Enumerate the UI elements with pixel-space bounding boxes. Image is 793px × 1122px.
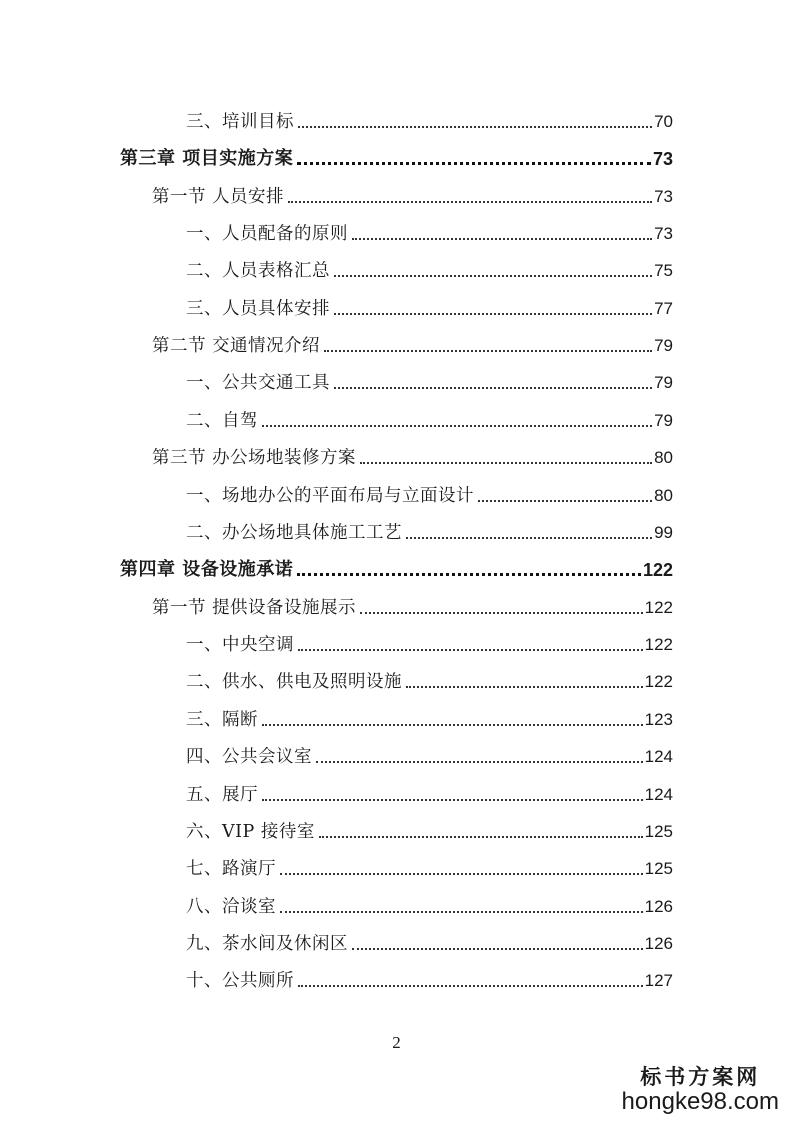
toc-entry-page: 77 bbox=[654, 299, 673, 318]
toc-entry-label: 一、场地办公的平面布局与立面设计 bbox=[186, 486, 474, 506]
toc-chapter-entry[interactable] bbox=[120, 551, 673, 581]
toc-section-entry[interactable] bbox=[152, 178, 673, 208]
toc-entry[interactable] bbox=[186, 402, 673, 432]
toc-leader-dots bbox=[297, 573, 641, 576]
toc-entry-label: 第四章 设备设施承诺 bbox=[120, 559, 294, 580]
toc-entry-page: 70 bbox=[654, 112, 673, 131]
toc-leader-dots bbox=[298, 985, 643, 987]
toc-entry-label: 七、路演厅 bbox=[186, 859, 276, 879]
toc-entry[interactable] bbox=[186, 962, 673, 992]
toc-entry-label: 二、自驾 bbox=[186, 411, 258, 431]
toc-entry-page: 122 bbox=[644, 598, 673, 617]
toc-entry-label: 三、隔断 bbox=[186, 710, 258, 730]
toc-entry-label: 八、洽谈室 bbox=[186, 897, 276, 917]
toc-entry[interactable] bbox=[186, 252, 673, 282]
toc-entry-page: 126 bbox=[644, 897, 673, 916]
toc-entry-label: 二、供水、供电及照明设施 bbox=[186, 672, 402, 692]
toc-entry[interactable] bbox=[186, 215, 673, 245]
toc-entry-label: 第一节 提供设备设施展示 bbox=[152, 598, 357, 618]
toc-leader-dots bbox=[319, 836, 643, 838]
toc-entry[interactable] bbox=[186, 925, 673, 955]
toc-leader-dots bbox=[352, 948, 643, 950]
toc-entry-page: 122 bbox=[644, 672, 673, 691]
toc-entry-page: 99 bbox=[654, 523, 673, 542]
toc-entry-page: 73 bbox=[654, 187, 673, 206]
toc-leader-dots bbox=[298, 649, 643, 651]
toc-entry-label: 四、公共会议室 bbox=[186, 747, 312, 767]
toc-entry-page: 122 bbox=[644, 635, 673, 654]
toc-leader-dots bbox=[262, 724, 643, 726]
toc-entry-label: 第一节 人员安排 bbox=[152, 187, 285, 207]
toc-leader-dots bbox=[360, 462, 652, 464]
toc-entry[interactable] bbox=[186, 701, 673, 731]
toc-entry-page: 79 bbox=[654, 411, 673, 430]
toc-leader-dots bbox=[360, 612, 643, 614]
toc-entry-page: 73 bbox=[652, 149, 673, 169]
toc-entry-label: 六、VIP 接待室 bbox=[186, 822, 315, 842]
toc-entry[interactable] bbox=[186, 514, 673, 544]
toc-leader-dots bbox=[352, 238, 652, 240]
toc-section-entry[interactable] bbox=[152, 589, 673, 619]
toc-leader-dots bbox=[324, 350, 652, 352]
toc-leader-dots bbox=[280, 873, 643, 875]
toc-entry-page: 126 bbox=[644, 934, 673, 953]
watermark-title: 标书方案网 bbox=[640, 1064, 761, 1089]
toc-entry-label: 一、公共交通工具 bbox=[186, 373, 330, 393]
toc-entry-label: 一、中央空调 bbox=[186, 635, 294, 655]
toc-leader-dots bbox=[334, 313, 652, 315]
toc-entry-label: 一、人员配备的原则 bbox=[186, 224, 348, 244]
toc-entry[interactable] bbox=[186, 776, 673, 806]
toc-entry-label: 二、人员表格汇总 bbox=[186, 261, 330, 281]
toc-entry[interactable] bbox=[186, 888, 673, 918]
toc-entry-label: 第二节 交通情况介绍 bbox=[152, 336, 321, 356]
toc-leader-dots bbox=[406, 537, 652, 539]
toc-entry-page: 124 bbox=[644, 747, 673, 766]
toc-leader-dots bbox=[406, 686, 643, 688]
toc-entry-page: 73 bbox=[654, 224, 673, 243]
toc-leader-dots bbox=[280, 911, 643, 913]
toc-entry-page: 122 bbox=[642, 560, 673, 580]
toc-entry-page: 80 bbox=[654, 448, 673, 467]
toc-entry-page: 125 bbox=[644, 859, 673, 878]
toc-entry-label: 三、培训目标 bbox=[186, 112, 294, 132]
toc-leader-dots bbox=[334, 275, 652, 277]
watermark-url: hongke98.com bbox=[621, 1088, 779, 1115]
toc-leader-dots bbox=[334, 387, 652, 389]
toc-chapter-entry[interactable] bbox=[120, 140, 673, 170]
toc-entry-label: 二、办公场地具体施工工艺 bbox=[186, 523, 402, 543]
toc-entry[interactable] bbox=[186, 290, 673, 320]
toc-entry-page: 125 bbox=[644, 822, 673, 841]
page-number: 2 bbox=[392, 1033, 401, 1052]
toc-entry-label: 第三章 项目实施方案 bbox=[120, 148, 294, 169]
toc-entry-page: 123 bbox=[644, 710, 673, 729]
toc-entry[interactable] bbox=[186, 626, 673, 656]
toc-section-entry[interactable] bbox=[152, 327, 673, 357]
toc-leader-dots bbox=[478, 500, 652, 502]
toc-leader-dots bbox=[297, 162, 651, 165]
toc-entry-page: 75 bbox=[654, 261, 673, 280]
toc-entry-page: 127 bbox=[644, 971, 673, 990]
toc-entry-label: 十、公共厕所 bbox=[186, 971, 294, 991]
toc-entry[interactable] bbox=[186, 850, 673, 880]
toc-entry-label: 九、茶水间及休闲区 bbox=[186, 934, 348, 954]
toc-entry-page: 79 bbox=[654, 373, 673, 392]
toc-entry-page: 124 bbox=[644, 785, 673, 804]
toc-leader-dots bbox=[262, 425, 652, 427]
toc-entry[interactable] bbox=[186, 103, 673, 133]
toc-entry-page: 80 bbox=[654, 486, 673, 505]
toc-entry[interactable] bbox=[186, 738, 673, 768]
toc-entry-page: 79 bbox=[654, 336, 673, 355]
toc-section-entry[interactable] bbox=[152, 439, 673, 469]
toc-entry-label: 第三节 办公场地装修方案 bbox=[152, 448, 357, 468]
toc-entry[interactable] bbox=[186, 663, 673, 693]
toc-entry[interactable] bbox=[186, 364, 673, 394]
toc-leader-dots bbox=[262, 799, 643, 801]
toc-leader-dots bbox=[288, 201, 652, 203]
toc-entry-label: 三、人员具体安排 bbox=[186, 299, 330, 319]
toc-entry-label: 五、展厅 bbox=[186, 785, 258, 805]
toc-entry[interactable] bbox=[186, 477, 673, 507]
watermark bbox=[622, 1066, 779, 1114]
toc-leader-dots bbox=[316, 761, 643, 763]
toc-entry[interactable] bbox=[186, 813, 673, 843]
toc-leader-dots bbox=[298, 126, 652, 128]
